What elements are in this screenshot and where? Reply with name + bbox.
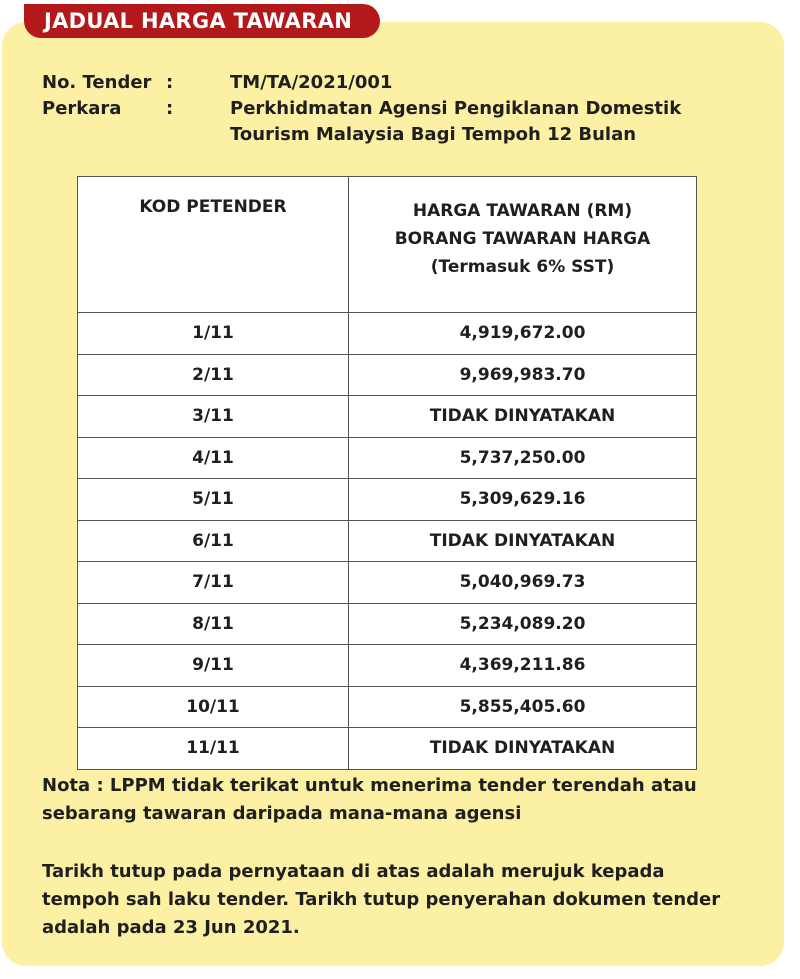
closing-line-1: Tarikh tutup pada pernyataan di atas adalah merujuk kepada xyxy=(42,861,665,882)
tender-details xyxy=(42,70,700,148)
table-row xyxy=(78,728,697,770)
note-paragraph xyxy=(42,772,762,828)
table-row xyxy=(78,520,697,562)
harga-cell: 9,969,983.70 xyxy=(349,354,697,396)
harga-cell: 4,369,211.86 xyxy=(349,645,697,687)
kod-cell: 6/11 xyxy=(78,520,349,562)
table-row xyxy=(78,645,697,687)
tender-number-colon: : xyxy=(166,72,174,93)
bid-price-table xyxy=(77,176,697,770)
harga-cell: 5,040,969.73 xyxy=(349,562,697,604)
note-line-2: sebarang tawaran daripada mana-mana agensi xyxy=(42,803,522,824)
table-header-row xyxy=(78,177,697,313)
tender-number-value: TM/TA/2021/001 xyxy=(230,72,393,93)
header-kod-petender: KOD PETENDER xyxy=(78,177,349,313)
perkara-label: Perkara xyxy=(42,98,122,119)
harga-cell: 4,919,672.00 xyxy=(349,313,697,355)
kod-cell: 2/11 xyxy=(78,354,349,396)
perkara-colon: : xyxy=(166,98,174,119)
kod-cell: 7/11 xyxy=(78,562,349,604)
closing-line-2: tempoh sah laku tender. Tarikh tutup penyerahan dokumen tender xyxy=(42,889,721,910)
harga-cell: 5,737,250.00 xyxy=(349,437,697,479)
header-harga-tawaran xyxy=(349,177,697,313)
table-row xyxy=(78,562,697,604)
table-row xyxy=(78,686,697,728)
table-row xyxy=(78,603,697,645)
perkara-row xyxy=(42,96,700,148)
table-row xyxy=(78,354,697,396)
page-title-banner: JADUAL HARGA TAWARAN xyxy=(24,4,380,38)
kod-cell: 11/11 xyxy=(78,728,349,770)
kod-cell: 4/11 xyxy=(78,437,349,479)
header-harga-line-1: HARGA TAWARAN (RM) xyxy=(412,201,633,221)
harga-cell: 5,855,405.60 xyxy=(349,686,697,728)
kod-cell: 3/11 xyxy=(78,396,349,438)
note-line-1: Nota : LPPM tidak terikat untuk menerima tender terendah atau xyxy=(42,775,697,796)
harga-cell: TIDAK DINYATAKAN xyxy=(349,728,697,770)
kod-cell: 9/11 xyxy=(78,645,349,687)
closing-line-3: adalah pada 23 Jun 2021. xyxy=(42,917,300,938)
perkara-value xyxy=(230,96,700,148)
header-harga-line-2: BORANG TAWARAN HARGA xyxy=(394,229,651,249)
kod-cell: 5/11 xyxy=(78,479,349,521)
closing-date-paragraph xyxy=(42,858,762,942)
perkara-line-2: Tourism Malaysia Bagi Tempoh 12 Bulan xyxy=(230,124,637,145)
header-harga-line-3: (Termasuk 6% SST) xyxy=(430,257,615,277)
tender-number-row xyxy=(42,70,700,96)
kod-cell: 10/11 xyxy=(78,686,349,728)
table-row xyxy=(78,437,697,479)
harga-cell: TIDAK DINYATAKAN xyxy=(349,520,697,562)
harga-cell: 5,234,089.20 xyxy=(349,603,697,645)
table-row xyxy=(78,479,697,521)
harga-cell: TIDAK DINYATAKAN xyxy=(349,396,697,438)
tender-number-label: No. Tender xyxy=(42,72,152,93)
perkara-line-1: Perkhidmatan Agensi Pengiklanan Domestik xyxy=(230,98,682,119)
table-row xyxy=(78,313,697,355)
kod-cell: 1/11 xyxy=(78,313,349,355)
table-row xyxy=(78,396,697,438)
harga-cell: 5,309,629.16 xyxy=(349,479,697,521)
kod-cell: 8/11 xyxy=(78,603,349,645)
